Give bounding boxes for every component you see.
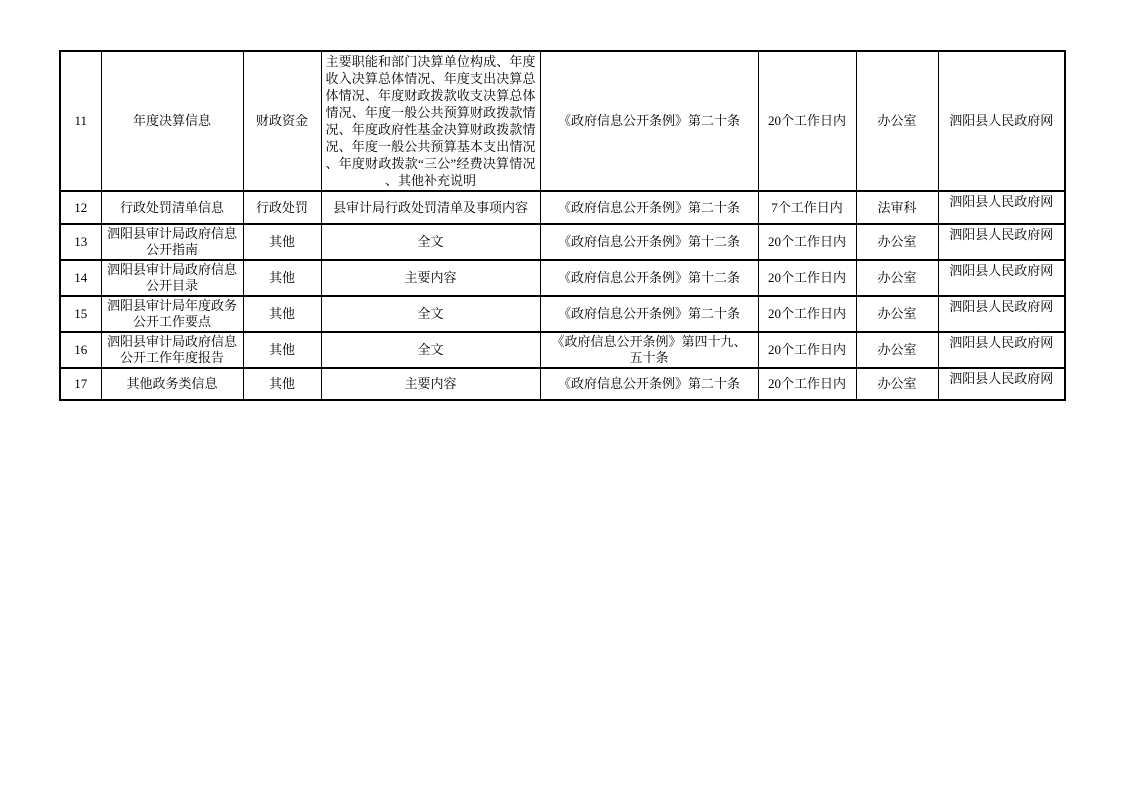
cell-channel: 泗阳县人民政府网 (938, 51, 1065, 191)
cell-category: 行政处罚 (243, 191, 321, 224)
cell-channel: 泗阳县人民政府网 (938, 332, 1065, 368)
cell-category: 其他 (243, 260, 321, 296)
cell-channel: 泗阳县人民政府网 (938, 368, 1065, 400)
cell-legal-basis: 《政府信息公开条例》第十二条 (540, 224, 758, 260)
cell-channel: 泗阳县人民政府网 (938, 224, 1065, 260)
cell-info-name: 泗阳县审计局政府信息公开工作年度报告 (101, 332, 243, 368)
table-row (60, 260, 1065, 296)
cell-department: 办公室 (856, 51, 938, 191)
cell-row-no: 17 (60, 368, 101, 400)
cell-row-no: 13 (60, 224, 101, 260)
cell-content: 全文 (321, 332, 540, 368)
cell-row-no: 11 (60, 51, 101, 191)
cell-department: 办公室 (856, 332, 938, 368)
cell-info-name: 泗阳县审计局政府信息公开指南 (101, 224, 243, 260)
cell-row-no: 12 (60, 191, 101, 224)
cell-time-limit: 20个工作日内 (758, 51, 856, 191)
cell-content: 县审计局行政处罚清单及事项内容 (321, 191, 540, 224)
cell-legal-basis: 《政府信息公开条例》第二十条 (540, 51, 758, 191)
cell-department: 办公室 (856, 260, 938, 296)
cell-legal-basis: 《政府信息公开条例》第二十条 (540, 296, 758, 332)
table-row (60, 368, 1065, 400)
table-row (60, 51, 1065, 191)
table-row (60, 296, 1065, 332)
table-row (60, 191, 1065, 224)
cell-info-name: 行政处罚清单信息 (101, 191, 243, 224)
cell-time-limit: 20个工作日内 (758, 332, 856, 368)
cell-legal-basis: 《政府信息公开条例》第二十条 (540, 191, 758, 224)
cell-channel: 泗阳县人民政府网 (938, 260, 1065, 296)
cell-department: 法审科 (856, 191, 938, 224)
cell-content: 全文 (321, 224, 540, 260)
cell-row-no: 16 (60, 332, 101, 368)
cell-info-name: 其他政务类信息 (101, 368, 243, 400)
cell-department: 办公室 (856, 368, 938, 400)
cell-time-limit: 7个工作日内 (758, 191, 856, 224)
cell-category: 其他 (243, 224, 321, 260)
table-row (60, 224, 1065, 260)
cell-time-limit: 20个工作日内 (758, 296, 856, 332)
cell-row-no: 15 (60, 296, 101, 332)
cell-time-limit: 20个工作日内 (758, 224, 856, 260)
cell-info-name: 泗阳县审计局政府信息公开目录 (101, 260, 243, 296)
cell-content: 主要职能和部门决算单位构成、年度收入决算总体情况、年度支出决算总体情况、年度财政拨款收支决算总体情况、年度一般公共预算财政拨款情况、年度政府性基金决算财政拨款情况、年度一般公共预算基本支出情况、年度财政拨款“三公”经费决算情况、其他补充说明 (321, 51, 540, 191)
cell-time-limit: 20个工作日内 (758, 260, 856, 296)
cell-content: 全文 (321, 296, 540, 332)
cell-channel: 泗阳县人民政府网 (938, 191, 1065, 224)
cell-info-name: 年度决算信息 (101, 51, 243, 191)
cell-content: 主要内容 (321, 368, 540, 400)
cell-row-no: 14 (60, 260, 101, 296)
cell-content: 主要内容 (321, 260, 540, 296)
cell-legal-basis: 《政府信息公开条例》第十二条 (540, 260, 758, 296)
cell-legal-basis: 《政府信息公开条例》第二十条 (540, 368, 758, 400)
cell-time-limit: 20个工作日内 (758, 368, 856, 400)
cell-legal-basis: 《政府信息公开条例》第四十九、五十条 (540, 332, 758, 368)
cell-department: 办公室 (856, 224, 938, 260)
cell-category: 其他 (243, 368, 321, 400)
table-row (60, 332, 1065, 368)
cell-info-name: 泗阳县审计局年度政务公开工作要点 (101, 296, 243, 332)
cell-category: 其他 (243, 332, 321, 368)
cell-department: 办公室 (856, 296, 938, 332)
disclosure-table (59, 50, 1066, 401)
cell-category: 财政资金 (243, 51, 321, 191)
cell-category: 其他 (243, 296, 321, 332)
cell-channel: 泗阳县人民政府网 (938, 296, 1065, 332)
